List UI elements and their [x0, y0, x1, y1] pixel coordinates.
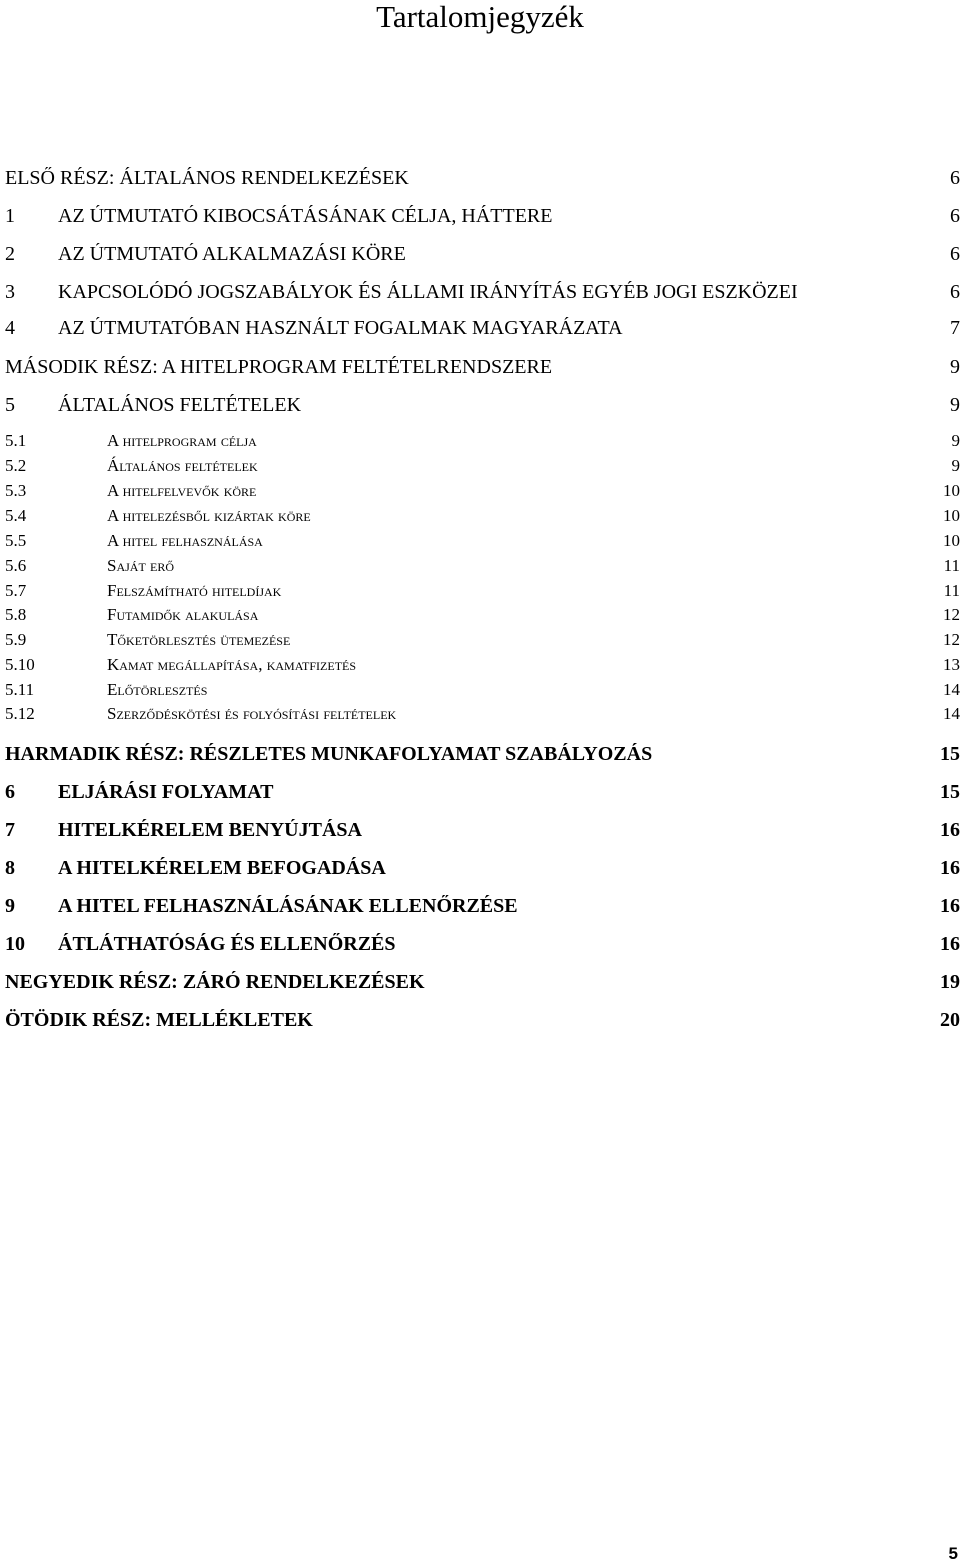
toc-entry-page: 7	[950, 316, 960, 339]
toc-entry-page: 12	[943, 630, 960, 649]
toc-entry-page: 11	[943, 581, 960, 600]
toc-entry-page: 16	[940, 932, 960, 955]
toc-entry-text: HITELKÉRELEM BENYÚJTÁSA	[58, 818, 362, 841]
toc-entry-page: 10	[943, 506, 960, 525]
toc-entry-page: 6	[950, 204, 960, 227]
toc-section-entry[interactable]	[0, 430, 960, 452]
toc-entry-text: KAPCSOLÓDÓ JOGSZABÁLYOK ÉS ÁLLAMI IRÁNYÍTÁS EGYÉB JOGI ESZKÖZEI	[58, 280, 798, 303]
toc-chapter-entry[interactable]	[0, 314, 960, 342]
toc-entry-number: 3	[5, 280, 15, 303]
toc-entry-page: 16	[940, 894, 960, 917]
toc-entry-page: 12	[943, 605, 960, 624]
toc-chapter-entry[interactable]	[0, 930, 960, 958]
toc-entry-page: 6	[950, 280, 960, 303]
toc-entry-number: 1	[5, 204, 15, 227]
toc-part-entry[interactable]	[0, 740, 960, 768]
toc-entry-text: Szerződéskötési és folyósítási feltételek	[107, 704, 397, 723]
toc-section-entry[interactable]	[0, 530, 960, 552]
page-title: Tartalomjegyzék	[376, 0, 584, 34]
toc-chapter-entry[interactable]	[0, 778, 960, 806]
toc-entry-page: 9	[951, 456, 960, 475]
toc-entry-text: Előtörlesztés	[107, 680, 208, 699]
toc-section-entry[interactable]	[0, 580, 960, 602]
toc-entry-text: A hitelprogram célja	[107, 431, 257, 450]
toc-entry-number: 6	[5, 780, 15, 803]
toc-entry-page: 16	[940, 856, 960, 879]
toc-part-entry[interactable]	[0, 968, 960, 996]
toc-entry-page: 11	[943, 556, 960, 575]
toc-entry-text: Általános feltételek	[107, 456, 258, 475]
toc-part-entry[interactable]	[0, 1006, 960, 1034]
toc-chapter-entry[interactable]	[0, 202, 960, 230]
toc-entry-number: 4	[5, 316, 15, 339]
toc-entry-page: 14	[943, 680, 960, 699]
toc-chapter-entry[interactable]	[0, 240, 960, 268]
toc-entry-number: 5.3	[5, 481, 27, 500]
toc-entry-number: 5.2	[5, 456, 27, 475]
toc-entry-number: 5.4	[5, 506, 27, 525]
toc-entry-number: 5.5	[5, 531, 27, 550]
toc-entry-number: 5.9	[5, 630, 27, 649]
toc-entry-page: 15	[940, 742, 960, 765]
toc-entry-text: A hitelezésből kizártak köre	[107, 506, 311, 525]
toc-section-entry[interactable]	[0, 505, 960, 527]
toc-entry-number: 5	[5, 393, 15, 416]
toc-entry-number: 9	[5, 894, 15, 917]
toc-chapter-entry[interactable]	[0, 391, 960, 419]
toc-entry-number: 5.8	[5, 605, 27, 624]
toc-entry-text: A HITELKÉRELEM BEFOGADÁSA	[58, 856, 386, 879]
toc-entry-text: ELJÁRÁSI FOLYAMAT	[58, 780, 274, 803]
toc-entry-text: HARMADIK RÉSZ: RÉSZLETES MUNKAFOLYAMAT SZABÁLYOZÁS	[5, 742, 653, 765]
toc-entry-text: AZ ÚTMUTATÓ KIBOCSÁTÁSÁNAK CÉLJA, HÁTTERE	[58, 204, 553, 227]
toc-chapter-entry[interactable]	[0, 816, 960, 844]
toc-entry-page: 9	[950, 393, 960, 416]
toc-entry-number: 7	[5, 818, 15, 841]
toc-part-entry[interactable]	[0, 164, 960, 192]
toc-entry-number: 5.12	[5, 704, 35, 723]
toc-entry-text: Felszámítható hiteldíjak	[107, 581, 282, 600]
toc-entry-page: 13	[943, 655, 960, 674]
toc-entry-number: 8	[5, 856, 15, 879]
toc-chapter-entry[interactable]	[0, 278, 960, 306]
toc-section-entry[interactable]	[0, 654, 960, 676]
toc-entry-text: A hitel felhasználása	[107, 531, 263, 550]
toc-chapter-entry[interactable]	[0, 892, 960, 920]
toc-entry-page: 9	[950, 355, 960, 378]
page-number: 5	[948, 1544, 958, 1563]
toc-entry-text: ÁTLÁTHATÓSÁG ÉS ELLENŐRZÉS	[58, 932, 396, 955]
toc-entry-text: Futamidők alakulása	[107, 605, 259, 624]
toc-entry-text: Kamat megállapítása, kamatfizetés	[107, 655, 357, 674]
toc-entry-page: 20	[940, 1008, 960, 1031]
toc-entry-text: ÖTÖDIK RÉSZ: MELLÉKLETEK	[5, 1008, 313, 1031]
toc-entry-number: 5.6	[5, 556, 27, 575]
toc-entry-page: 15	[940, 780, 960, 803]
toc-entry-number: 5.1	[5, 431, 27, 450]
toc-entry-number: 2	[5, 242, 15, 265]
toc-section-entry[interactable]	[0, 455, 960, 477]
toc-entry-text: A hitelfelvevők köre	[107, 481, 257, 500]
toc-entry-page: 19	[940, 970, 960, 993]
toc-section-entry[interactable]	[0, 679, 960, 701]
toc-part-entry[interactable]	[0, 353, 960, 381]
toc-entry-text: ELSŐ RÉSZ: ÁLTALÁNOS RENDELKEZÉSEK	[5, 166, 409, 189]
toc-entry-number: 5.11	[5, 680, 35, 699]
toc-entry-text: Tőketörlesztés ütemezése	[107, 630, 291, 649]
toc-section-entry[interactable]	[0, 604, 960, 626]
toc-section-entry[interactable]	[0, 629, 960, 651]
toc-entry-text: A HITEL FELHASZNÁLÁSÁNAK ELLENŐRZÉSE	[58, 894, 518, 917]
toc-section-entry[interactable]	[0, 555, 960, 577]
toc-entry-page: 9	[951, 431, 960, 450]
toc-section-entry[interactable]	[0, 703, 960, 725]
toc-section-entry[interactable]	[0, 480, 960, 502]
toc-chapter-entry[interactable]	[0, 854, 960, 882]
toc-entry-page: 10	[943, 481, 960, 500]
toc-entry-text: AZ ÚTMUTATÓBAN HASZNÁLT FOGALMAK MAGYARÁZATA	[58, 316, 623, 339]
toc-entry-text: Saját erő	[107, 556, 175, 575]
toc-entry-number: 5.7	[5, 581, 27, 600]
toc-entry-page: 16	[940, 818, 960, 841]
toc-entry-text: MÁSODIK RÉSZ: A HITELPROGRAM FELTÉTELRENDSZERE	[5, 355, 553, 378]
toc-entry-page: 6	[950, 166, 960, 189]
toc-entry-text: AZ ÚTMUTATÓ ALKALMAZÁSI KÖRE	[58, 242, 406, 265]
toc-entry-text: ÁLTALÁNOS FELTÉTELEK	[58, 393, 302, 416]
toc-entry-page: 6	[950, 242, 960, 265]
toc-entry-text: NEGYEDIK RÉSZ: ZÁRÓ RENDELKEZÉSEK	[5, 970, 425, 993]
toc-entry-page: 14	[943, 704, 960, 723]
toc-entry-number: 5.10	[5, 655, 35, 674]
toc-entry-page: 10	[943, 531, 960, 550]
toc-entry-number: 10	[5, 932, 25, 955]
